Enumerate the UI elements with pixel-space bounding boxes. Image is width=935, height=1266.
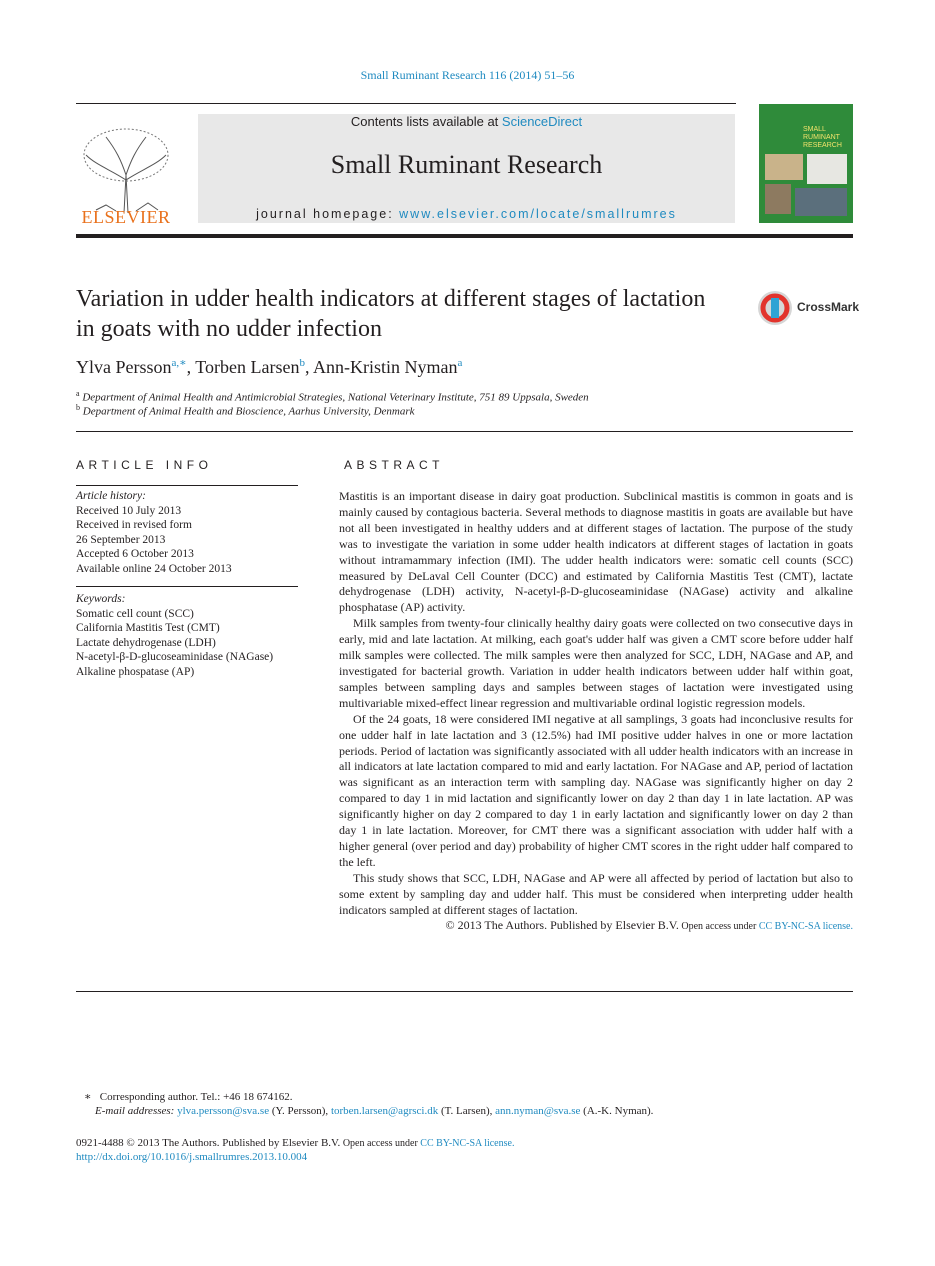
affiliation xyxy=(76,403,415,418)
article-info-rule xyxy=(76,485,298,486)
bottom-open-access-prefix: Open access under xyxy=(340,1138,421,1149)
homepage-link[interactable]: www.elsevier.com/locate/smallrumres xyxy=(399,207,677,221)
keyword-item: Somatic cell count (SCC) xyxy=(76,607,194,620)
author-affil-mark[interactable]: a,∗ xyxy=(171,357,187,369)
author-separator: , xyxy=(305,357,314,377)
keyword-item: N-acetyl-β-D-glucoseaminidase (NAGase) xyxy=(76,651,274,663)
footnote-star: ∗ xyxy=(84,1091,92,1103)
section-rule xyxy=(76,431,853,432)
corresponding-footnote xyxy=(84,1090,293,1103)
keywords-rule xyxy=(76,586,298,587)
history-item: Available online 24 October 2013 xyxy=(76,562,232,575)
contents-line xyxy=(198,114,735,129)
crossmark-label: CrossMark xyxy=(797,300,860,314)
author-affil-mark[interactable]: a xyxy=(457,357,463,369)
affiliation-text: Department of Animal Health and Bioscience, Aarhus University, Denmark xyxy=(82,405,415,418)
keyword-item: California Mastitis Test (CMT) xyxy=(76,622,220,634)
keyword-item: Lactate dehydrogenase (LDH) xyxy=(76,636,216,649)
email-link[interactable]: ylva.persson@sva.se xyxy=(177,1105,270,1117)
email-owner: (Y. Persson), xyxy=(269,1105,331,1117)
history-item: Accepted 6 October 2013 xyxy=(76,548,194,560)
cover-title: SMALL RUMINANT RESEARCH xyxy=(803,126,842,149)
affiliation-text: Department of Animal Health and Antimicrobial Strategies, National Veterinary Institute, 751 89 Uppsala, Sweden xyxy=(82,391,589,404)
author-name[interactable]: Torben Larsen xyxy=(195,357,300,377)
keyword-item: Alkaline phospatase (AP) xyxy=(76,665,195,678)
cover-photo-goat xyxy=(765,154,803,180)
article-history xyxy=(76,489,306,576)
sciencedirect-link[interactable]: ScienceDirect xyxy=(501,114,583,129)
email-label: E-mail addresses: xyxy=(95,1105,175,1117)
author-list xyxy=(76,356,462,378)
abstract-body xyxy=(339,489,853,935)
affiliation-mark: a xyxy=(76,389,80,398)
license-link[interactable]: CC BY-NC-SA license. xyxy=(758,921,853,933)
article-info-heading: ARTICLE INFO xyxy=(76,458,213,472)
email-footnote xyxy=(95,1105,653,1117)
abstract-paragraph: Milk samples from twenty-four clinically healthy dairy goats were collected on two consecutive days in early, mid and late lactation. At milking, each goat's udder half was given a CMT score before udder half milk samples were collected. The milk samples were then analyzed for SCC, LDH, NAGase and AP, and investigated for bacterial growth. Variation in udder health indicators between udder half within goat, samples between sampling days and samples between stages of lactation were investigated using multivariable mixed-effect linear regression and multivariable ordinal logistic regression models. xyxy=(339,616,853,710)
open-access-prefix: Open access under xyxy=(678,921,759,933)
abstract-paragraph: This study shows that SCC, LDH, NAGase and AP were all affected by period of lactation but also to some extent by sampling day and udder half. This must be considered when interpreting udder health indicators sampled at different stages of lactation. xyxy=(339,870,853,917)
history-label: Article history: xyxy=(76,490,146,502)
journal-citation[interactable]: Small Ruminant Research 116 (2014) 51–56 xyxy=(360,68,575,82)
contents-prefix: Contents lists available at xyxy=(350,114,502,129)
email-link[interactable]: ann.nyman@sva.se xyxy=(495,1105,581,1117)
homepage-prefix: journal homepage: xyxy=(256,207,400,221)
keywords-list xyxy=(76,592,306,679)
author-affil-mark[interactable]: b xyxy=(299,357,305,369)
history-item: Received 10 July 2013 xyxy=(76,504,182,517)
cover-photo-animal xyxy=(765,184,791,214)
bottom-license-link[interactable]: CC BY-NC-SA license. xyxy=(420,1138,515,1149)
email-link[interactable]: torben.larsen@agrsci.dk xyxy=(330,1105,439,1117)
author-separator: , xyxy=(186,357,196,377)
history-item: Received in revised form xyxy=(76,519,192,531)
doi-link[interactable]: http://dx.doi.org/10.1016/j.smallrumres.2013.10.004 xyxy=(76,1151,308,1163)
crossmark-icon xyxy=(757,290,793,326)
homepage-line xyxy=(198,207,735,221)
journal-name: Small Ruminant Research xyxy=(330,150,603,179)
affiliation-mark: b xyxy=(76,403,80,412)
header-rule xyxy=(76,103,736,104)
elsevier-wordmark: ELSEVIER xyxy=(81,207,171,227)
abstract-copyright xyxy=(339,918,853,935)
cover-photo-sheep xyxy=(807,154,847,184)
corresponding-text: Corresponding author. Tel.: +46 18 674162. xyxy=(99,1091,293,1103)
email-owner: (A.-K. Nyman). xyxy=(580,1105,654,1117)
keywords-label: Keywords: xyxy=(76,593,126,605)
history-item: 26 September 2013 xyxy=(76,533,166,546)
abstract-heading: ABSTRACT xyxy=(344,458,445,472)
abstract-paragraph: Of the 24 goats, 18 were considered IMI negative at all samplings, 3 goats had inconclusive results for one udder half in late lactation and 3 (12.5%) had IMI positive udder halves in one or more lactation periods. Period of lactation was significantly associated with all udder health indicators with an increase in all indicators at late lactation compared to mid and early lactation. For NAGase and AP, period of lactation was significant as an interaction term with sampling day. NAGase was significantly higher on day 2 compared to day 1 in mid lactation and significantly lower on day 2 than day 1 in late lactation. AP was significantly higher on day 2 compared to day 1 in early lactation and significantly lower on day 2 than day 1 in late lactation. Moreover, for CMT there was a significant association with udder half with a higher general (over period and day) probability of higher CMT scores in the right udder half compared to the left. xyxy=(339,711,853,869)
email-owner: (T. Larsen), xyxy=(438,1105,496,1117)
journal-cover-image[interactable] xyxy=(759,104,853,223)
issn-text: 0921-4488 © 2013 The Authors. Published by Elsevier B.V. xyxy=(76,1137,341,1149)
affiliation xyxy=(76,389,589,404)
author-name[interactable]: Ann-Kristin Nyman xyxy=(313,357,458,377)
header-thick-rule xyxy=(76,234,853,238)
footer-rule xyxy=(76,991,853,992)
article-title: Variation in udder health indicators at different stages of lactation in goats with no udder infection xyxy=(76,286,706,342)
cover-photo-herd xyxy=(795,188,847,216)
issn-line xyxy=(76,1137,514,1149)
copyright-text: © 2013 The Authors. Published by Elsevier B.V. xyxy=(445,918,679,933)
abstract-paragraph: Mastitis is an important disease in dairy goat production. Subclinical mastitis is common in goats and is mainly caused by contagious bacteria. Several methods to diagnose mastitis in goats are available but have not all been investigated in healthy udders and at different stages of lactation. The purpose of the study was to investigate the variation in some udder health indicators at different stages of lactation in goats without intramammary infection (IMI). The udder health indicators were: somatic cell counts (SCC) measured by DeLaval Cell Counter (DCC) and estimated by California Mastitis Test (CMT), lactate dehydrogenase (LDH) activity, N-acetyl-β-D-glucoseaminidase (NAGase) activity and alkaline phosphatase (AP) activity. xyxy=(339,489,853,615)
author-name[interactable]: Ylva Persson xyxy=(76,357,172,377)
crossmark-badge[interactable] xyxy=(757,290,860,326)
